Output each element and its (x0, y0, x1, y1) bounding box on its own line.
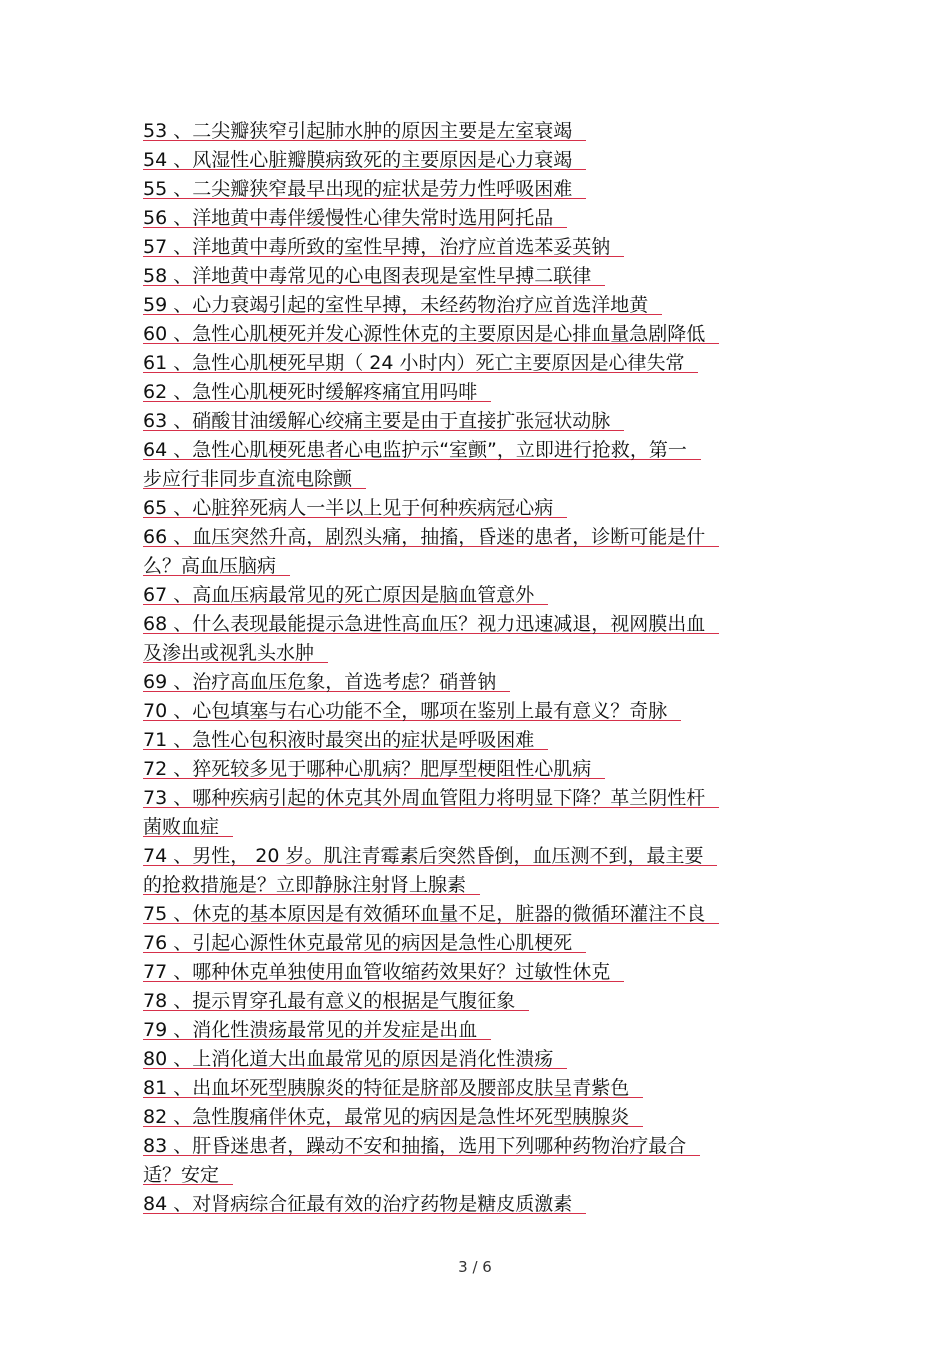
list-item-text: 步应行非同步直流电除颤 (143, 468, 353, 490)
list-item (143, 987, 823, 1016)
list-item (143, 204, 823, 233)
list-item (143, 697, 823, 726)
list-item-text: 55 、二尖瓣狭窄最早出现的症状是劳力性呼吸困难 (143, 178, 573, 200)
list-item-line (143, 668, 823, 697)
list-item (143, 668, 823, 697)
list-item-line (143, 871, 823, 900)
list-item (143, 146, 823, 175)
list-item (143, 958, 823, 987)
list-item-line (143, 1161, 823, 1190)
list-item-text: 54 、风湿性心脏瓣膜病致死的主要原因是心力衰竭 (143, 149, 573, 171)
list-item-line (143, 320, 823, 349)
list-item-line (143, 349, 823, 378)
list-item-line (143, 1190, 823, 1219)
list-item (143, 755, 823, 784)
list-item (143, 349, 823, 378)
list-item (143, 407, 823, 436)
list-item (143, 784, 823, 842)
list-item (143, 610, 823, 668)
list-item (143, 117, 823, 146)
list-item-text: 适？安定 (143, 1164, 220, 1186)
list-item-text: 64 、急性心肌梗死患者心电监护示“室颤”，立即进行抢救，第一 (143, 439, 687, 461)
list-item-text: 53 、二尖瓣狭窄引起肺水肿的原因主要是左室衰竭 (143, 120, 573, 142)
list-item-text: 67 、高血压病最常见的死亡原因是脑血管意外 (143, 584, 535, 606)
list-item-line (143, 262, 823, 291)
list-item-text: 73 、哪种疾病引起的休克其外周血管阻力将明显下降？革兰阴性杆 (143, 787, 706, 809)
list-item (143, 1074, 823, 1103)
list-item-text: 58 、洋地黄中毒常见的心电图表现是室性早搏二联律 (143, 265, 592, 287)
list-item-text: 65 、心脏猝死病人一半以上见于何种疾病冠心病 (143, 497, 554, 519)
list-item-line (143, 378, 823, 407)
list-item-line (143, 697, 823, 726)
list-item-line (143, 407, 823, 436)
list-item-text: 菌败血症 (143, 816, 220, 838)
list-item (143, 494, 823, 523)
list-item-text: 59 、心力衰竭引起的室性早搏，未经药物治疗应首选洋地黄 (143, 294, 649, 316)
list-item-line (143, 639, 823, 668)
list-item-text: 70 、心包填塞与右心功能不全，哪项在鉴别上最有意义？奇脉 (143, 700, 668, 722)
list-item-text: 75 、休克的基本原因是有效循环血量不足，脏器的微循环灌注不良 (143, 903, 706, 925)
list-item (143, 581, 823, 610)
list-item-text: 56 、洋地黄中毒伴缓慢性心律失常时选用阿托品 (143, 207, 554, 229)
list-item-line (143, 929, 823, 958)
list-item-line (143, 958, 823, 987)
list-item-text: 83 、肝昏迷患者，躁动不安和抽搐，选用下列哪种药物治疗最合 (143, 1135, 687, 1157)
list-item (143, 523, 823, 581)
list-item-text: 82 、急性腹痛伴休克，最常见的病因是急性坏死型胰腺炎 (143, 1106, 630, 1128)
list-item-text: 78 、提示胃穿孔最有意义的根据是气腹征象 (143, 990, 516, 1012)
list-item-line (143, 117, 823, 146)
list-item (143, 291, 823, 320)
list-item-text: 57 、洋地黄中毒所致的室性早搏，治疗应首选苯妥英钠 (143, 236, 611, 258)
list-item-text: 76 、引起心源性休克最常见的病因是急性心肌梗死 (143, 932, 573, 954)
list-item (143, 1132, 823, 1190)
list-item-text: 66 、血压突然升高，剧烈头痛，抽搐，昏迷的患者，诊断可能是什 (143, 526, 706, 548)
list-item-line (143, 552, 823, 581)
list-item (143, 900, 823, 929)
list-item-text: 60 、急性心肌梗死并发心源性休克的主要原因是心排血量急剧降低 (143, 323, 706, 345)
list-item (143, 842, 823, 900)
list-item (143, 175, 823, 204)
list-item-line (143, 1132, 823, 1161)
list-item-text: 63 、硝酸甘油缓解心绞痛主要是由于直接扩张冠状动脉 (143, 410, 611, 432)
list-item-line (143, 1103, 823, 1132)
list-item (143, 436, 823, 494)
list-item-line (143, 436, 823, 465)
qa-list (143, 117, 823, 1219)
list-item (143, 378, 823, 407)
list-item-line (143, 581, 823, 610)
list-item-text: 71 、急性心包积液时最突出的症状是呼吸困难 (143, 729, 535, 751)
list-item-line (143, 204, 823, 233)
list-item-line (143, 523, 823, 552)
list-item-line (143, 146, 823, 175)
list-item (143, 1103, 823, 1132)
list-item (143, 1190, 823, 1219)
list-item-line (143, 813, 823, 842)
list-item-text: 84 、对肾病综合征最有效的治疗药物是糖皮质激素 (143, 1193, 573, 1215)
page-indicator: 3 / 6 (458, 1258, 492, 1276)
list-item-line (143, 842, 823, 871)
list-item-text: 的抢救措施是？立即静脉注射肾上腺素 (143, 874, 467, 896)
list-item (143, 1045, 823, 1074)
list-item-line (143, 755, 823, 784)
list-item-text: 69 、治疗高血压危象，首选考虑？硝普钠 (143, 671, 497, 693)
list-item-line (143, 1045, 823, 1074)
list-item-line (143, 987, 823, 1016)
list-item-text: 80 、上消化道大出血最常见的原因是消化性溃疡 (143, 1048, 554, 1070)
list-item-line (143, 291, 823, 320)
list-item-line (143, 726, 823, 755)
list-item-line (143, 494, 823, 523)
list-item (143, 726, 823, 755)
list-item-text: 77 、哪种休克单独使用血管收缩药效果好？过敏性休克 (143, 961, 611, 983)
list-item-line (143, 233, 823, 262)
list-item (143, 1016, 823, 1045)
list-item-text: 么？高血压脑病 (143, 555, 277, 577)
list-item (143, 929, 823, 958)
list-item-text: 81 、出血坏死型胰腺炎的特征是脐部及腰部皮肤呈青紫色 (143, 1077, 630, 1099)
list-item-text: 68 、什么表现最能提示急进性高血压？视力迅速减退，视网膜出血 (143, 613, 706, 635)
list-item-text: 74 、男性， 20 岁。肌注青霉素后突然昏倒，血压测不到，最主要 (143, 845, 704, 867)
list-item-text: 72 、猝死较多见于哪种心肌病？肥厚型梗阻性心肌病 (143, 758, 592, 780)
list-item-line (143, 784, 823, 813)
list-item-text: 62 、急性心肌梗死时缓解疼痛宜用吗啡 (143, 381, 478, 403)
list-item-line (143, 900, 823, 929)
list-item-line (143, 1074, 823, 1103)
list-item (143, 262, 823, 291)
list-item-line (143, 175, 823, 204)
list-item-line (143, 610, 823, 639)
list-item (143, 233, 823, 262)
list-item-text: 79 、消化性溃疡最常见的并发症是出血 (143, 1019, 478, 1041)
list-item-line (143, 465, 823, 494)
list-item-text: 61 、急性心肌梗死早期（ 24 小时内）死亡主要原因是心律失常 (143, 352, 685, 374)
list-item-line (143, 1016, 823, 1045)
list-item-text: 及渗出或视乳头水肿 (143, 642, 315, 664)
list-item (143, 320, 823, 349)
